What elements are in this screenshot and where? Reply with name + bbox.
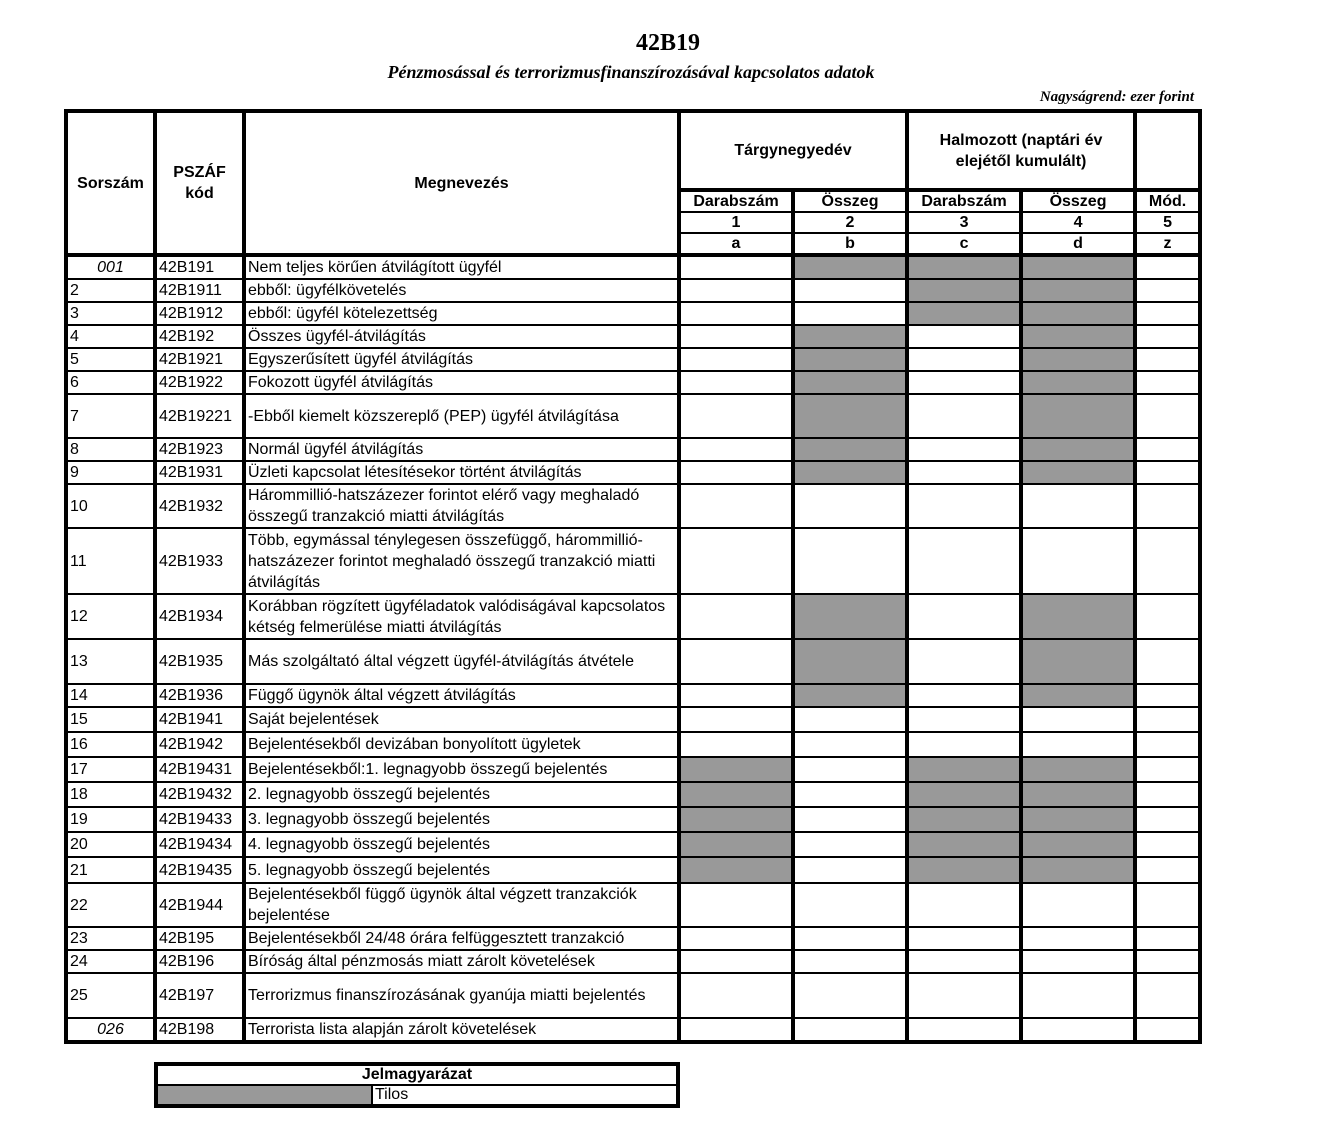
row-sorszam: 21: [66, 857, 155, 883]
forbidden-cell-c: [907, 782, 1021, 807]
table-body: [66, 255, 1200, 1042]
forbidden-cell-d: [1021, 255, 1135, 279]
row-sorszam: 22: [66, 883, 155, 927]
row-sorszam: 17: [66, 757, 155, 782]
row-name: 3. legnagyobb összegű bejelentés: [244, 807, 679, 832]
forbidden-cell-c: [907, 857, 1021, 883]
value-cell-c[interactable]: [907, 461, 1021, 484]
table-row: [66, 484, 1200, 528]
value-cell-a[interactable]: [679, 325, 793, 348]
value-cell-a[interactable]: [679, 528, 793, 594]
forbidden-cell-b: [793, 684, 907, 707]
value-cell-c[interactable]: [907, 594, 1021, 639]
value-cell-c[interactable]: [907, 950, 1021, 973]
row-pszaf-code: 42B1941: [155, 707, 244, 732]
row-name: Saját bejelentések: [244, 707, 679, 732]
value-cell-c[interactable]: [907, 528, 1021, 594]
forbidden-cell-b: [793, 255, 907, 279]
value-cell-a[interactable]: [679, 438, 793, 461]
value-cell-a[interactable]: [679, 639, 793, 684]
value-cell-z[interactable]: [1135, 484, 1200, 528]
row-name: 4. legnagyobb összegű bejelentés: [244, 832, 679, 857]
forbidden-cell-c: [907, 757, 1021, 782]
value-cell-a[interactable]: [679, 279, 793, 302]
value-cell-a[interactable]: [679, 927, 793, 950]
forbidden-cell-d: [1021, 684, 1135, 707]
row-pszaf-code: 42B1944: [155, 883, 244, 927]
value-cell-z[interactable]: [1135, 371, 1200, 394]
row-name: Üzleti kapcsolat létesítésekor történt átvilágítás: [244, 461, 679, 484]
forbidden-cell-b: [793, 594, 907, 639]
col-letter-a: a: [679, 233, 793, 255]
value-cell-c[interactable]: [907, 1018, 1021, 1042]
value-cell-b[interactable]: [793, 1018, 907, 1042]
forbidden-cell-b: [793, 394, 907, 438]
row-pszaf-code: 42B1921: [155, 348, 244, 371]
data-table: [64, 109, 1202, 1044]
table-row: [66, 394, 1200, 438]
header-halmozott: Halmozott (naptári év elejétől kumulált): [907, 111, 1135, 190]
value-cell-c[interactable]: [907, 394, 1021, 438]
row-sorszam: 18: [66, 782, 155, 807]
value-cell-b[interactable]: [793, 950, 907, 973]
value-cell-c[interactable]: [907, 371, 1021, 394]
forbidden-cell-a: [679, 857, 793, 883]
row-pszaf-code: 42B1935: [155, 639, 244, 684]
value-cell-c[interactable]: [907, 348, 1021, 371]
value-cell-z[interactable]: [1135, 973, 1200, 1018]
row-pszaf-code: 42B1923: [155, 438, 244, 461]
forbidden-cell-d: [1021, 807, 1135, 832]
forbidden-cell-d: [1021, 394, 1135, 438]
forbidden-cell-b: [793, 639, 907, 684]
forbidden-cell-a: [679, 832, 793, 857]
value-cell-z[interactable]: [1135, 927, 1200, 950]
row-pszaf-code: 42B1911: [155, 279, 244, 302]
col-letter-z: z: [1135, 233, 1200, 255]
row-sorszam: 23: [66, 927, 155, 950]
value-cell-a[interactable]: [679, 394, 793, 438]
table-row: [66, 528, 1200, 594]
value-cell-z[interactable]: [1135, 883, 1200, 927]
legend-tilos-label: Tilos: [372, 1085, 678, 1106]
value-cell-d[interactable]: [1021, 927, 1135, 950]
row-name: Más szolgáltató által végzett ügyfél-átvilágítás átvétele: [244, 639, 679, 684]
table-row: [66, 1018, 1200, 1042]
row-pszaf-code: 42B196: [155, 950, 244, 973]
table-row: [66, 732, 1200, 757]
value-cell-z[interactable]: [1135, 279, 1200, 302]
value-cell-z[interactable]: [1135, 639, 1200, 684]
row-sorszam: 001: [66, 255, 155, 279]
row-pszaf-code: 42B1934: [155, 594, 244, 639]
col-num-1: 1: [679, 212, 793, 233]
value-cell-z[interactable]: [1135, 348, 1200, 371]
value-cell-b[interactable]: [793, 857, 907, 883]
value-cell-a[interactable]: [679, 684, 793, 707]
forbidden-cell-d: [1021, 782, 1135, 807]
value-cell-c[interactable]: [907, 707, 1021, 732]
value-cell-z[interactable]: [1135, 757, 1200, 782]
row-sorszam: 14: [66, 684, 155, 707]
forbidden-cell-b: [793, 438, 907, 461]
forbidden-cell-d: [1021, 302, 1135, 325]
value-cell-a[interactable]: [679, 594, 793, 639]
row-sorszam: 16: [66, 732, 155, 757]
value-cell-b[interactable]: [793, 302, 907, 325]
legend-gray-swatch: [156, 1085, 372, 1106]
forbidden-cell-d: [1021, 279, 1135, 302]
value-cell-c[interactable]: [907, 973, 1021, 1018]
col-letter-c: c: [907, 233, 1021, 255]
value-cell-c[interactable]: [907, 732, 1021, 757]
row-pszaf-code: 42B1922: [155, 371, 244, 394]
row-name: Összes ügyfél-átvilágítás: [244, 325, 679, 348]
row-sorszam: 12: [66, 594, 155, 639]
row-pszaf-code: 42B19433: [155, 807, 244, 832]
table-row: [66, 782, 1200, 807]
row-sorszam: 24: [66, 950, 155, 973]
value-cell-a[interactable]: [679, 707, 793, 732]
value-cell-c[interactable]: [907, 684, 1021, 707]
value-cell-b[interactable]: [793, 883, 907, 927]
row-name: Hárommillió-hatszázezer forintot elérő vagy meghaladó összegű tranzakció miatti átvilágítás: [244, 484, 679, 528]
table-row: [66, 461, 1200, 484]
form-subtitle: Pénzmosással és terrorizmusfinanszírozásával kapcsolatos adatok: [387, 62, 875, 82]
header-megnevezes: Megnevezés: [244, 111, 679, 255]
row-pszaf-code: 42B19434: [155, 832, 244, 857]
table-row: [66, 594, 1200, 639]
row-sorszam: 25: [66, 973, 155, 1018]
value-cell-b[interactable]: [793, 757, 907, 782]
value-cell-z[interactable]: [1135, 807, 1200, 832]
row-name: Terrorizmus finanszírozásának gyanúja miatti bejelentés: [244, 973, 679, 1018]
header-targynegyedev: Tárgynegyedév: [679, 111, 907, 190]
row-name: Nem teljes körűen átvilágított ügyfél: [244, 255, 679, 279]
row-sorszam: 026: [66, 1018, 155, 1042]
value-cell-d[interactable]: [1021, 950, 1135, 973]
header-osszeg-2: Összeg: [793, 190, 907, 212]
col-num-5: 5: [1135, 212, 1200, 233]
col-letter-d: d: [1021, 233, 1135, 255]
value-cell-d[interactable]: [1021, 707, 1135, 732]
value-cell-z[interactable]: [1135, 950, 1200, 973]
table-row: [66, 973, 1200, 1018]
value-cell-a[interactable]: [679, 1018, 793, 1042]
forbidden-cell-b: [793, 348, 907, 371]
row-pszaf-code: 42B19221: [155, 394, 244, 438]
value-cell-a[interactable]: [679, 371, 793, 394]
table-row: [66, 639, 1200, 684]
value-cell-a[interactable]: [679, 973, 793, 1018]
row-pszaf-code: 42B1942: [155, 732, 244, 757]
row-sorszam: 6: [66, 371, 155, 394]
row-name: Függő ügynök által végzett átvilágítás: [244, 684, 679, 707]
value-cell-z[interactable]: [1135, 707, 1200, 732]
value-cell-d[interactable]: [1021, 973, 1135, 1018]
forbidden-cell-c: [907, 832, 1021, 857]
value-cell-z[interactable]: [1135, 302, 1200, 325]
col-letter-b: b: [793, 233, 907, 255]
row-sorszam: 9: [66, 461, 155, 484]
table-row: [66, 950, 1200, 973]
table-row: [66, 927, 1200, 950]
table-row: [66, 438, 1200, 461]
forbidden-cell-d: [1021, 757, 1135, 782]
header-darabszam-3: Darabszám: [907, 190, 1021, 212]
row-pszaf-code: 42B19431: [155, 757, 244, 782]
table-row: [66, 757, 1200, 782]
row-name: Több, egymással ténylegesen összefüggő, hárommillió-hatszázezer forintot meghaladó összegű tranzakció miatti átvilágítás: [244, 528, 679, 594]
value-cell-a[interactable]: [679, 255, 793, 279]
row-sorszam: 15: [66, 707, 155, 732]
value-cell-b[interactable]: [793, 782, 907, 807]
row-sorszam: 3: [66, 302, 155, 325]
row-sorszam: 8: [66, 438, 155, 461]
header-darabszam-1: Darabszám: [679, 190, 793, 212]
value-cell-a[interactable]: [679, 461, 793, 484]
value-cell-a[interactable]: [679, 348, 793, 371]
row-sorszam: 2: [66, 279, 155, 302]
row-sorszam: 5: [66, 348, 155, 371]
row-pszaf-code: 42B1932: [155, 484, 244, 528]
value-cell-z[interactable]: [1135, 325, 1200, 348]
row-pszaf-code: 42B19435: [155, 857, 244, 883]
value-cell-c[interactable]: [907, 484, 1021, 528]
header-pszaf-kod: PSZÁF kód: [155, 111, 244, 255]
table-row: [66, 371, 1200, 394]
forbidden-cell-c: [907, 279, 1021, 302]
row-pszaf-code: 42B1933: [155, 528, 244, 594]
row-name: ebből: ügyfél kötelezettség: [244, 302, 679, 325]
header-mod: Mód.: [1135, 190, 1200, 212]
table-row: [66, 807, 1200, 832]
table-row: [66, 348, 1200, 371]
forbidden-cell-c: [907, 807, 1021, 832]
table-row: [66, 302, 1200, 325]
value-cell-b[interactable]: [793, 807, 907, 832]
forbidden-cell-d: [1021, 438, 1135, 461]
value-cell-b[interactable]: [793, 732, 907, 757]
value-cell-c[interactable]: [907, 325, 1021, 348]
value-cell-z[interactable]: [1135, 832, 1200, 857]
value-cell-d[interactable]: [1021, 732, 1135, 757]
value-cell-c[interactable]: [907, 438, 1021, 461]
forbidden-cell-d: [1021, 594, 1135, 639]
row-pszaf-code: 42B192: [155, 325, 244, 348]
forbidden-cell-b: [793, 325, 907, 348]
forbidden-cell-a: [679, 807, 793, 832]
table-row: [66, 684, 1200, 707]
forbidden-cell-c: [907, 302, 1021, 325]
forbidden-cell-d: [1021, 325, 1135, 348]
row-name: Normál ügyfél átvilágítás: [244, 438, 679, 461]
value-cell-z[interactable]: [1135, 732, 1200, 757]
legend-title: Jelmagyarázat: [156, 1064, 678, 1085]
value-cell-d[interactable]: [1021, 528, 1135, 594]
value-cell-z[interactable]: [1135, 857, 1200, 883]
form-code-title: 42B19: [635, 30, 700, 56]
value-cell-a[interactable]: [679, 302, 793, 325]
forbidden-cell-b: [793, 461, 907, 484]
value-cell-b[interactable]: [793, 707, 907, 732]
value-cell-a[interactable]: [679, 484, 793, 528]
row-name: Bejelentésekből függő ügynök által végzett tranzakciók bejelentése: [244, 883, 679, 927]
row-sorszam: 13: [66, 639, 155, 684]
row-name: Terrorista lista alapján zárolt követelések: [244, 1018, 679, 1042]
forbidden-cell-a: [679, 782, 793, 807]
value-cell-d[interactable]: [1021, 883, 1135, 927]
value-cell-z[interactable]: [1135, 782, 1200, 807]
col-num-3: 3: [907, 212, 1021, 233]
forbidden-cell-d: [1021, 832, 1135, 857]
value-cell-z[interactable]: [1135, 255, 1200, 279]
row-pszaf-code: 42B197: [155, 973, 244, 1018]
value-cell-d[interactable]: [1021, 1018, 1135, 1042]
row-pszaf-code: 42B191: [155, 255, 244, 279]
row-name: Fokozott ügyfél átvilágítás: [244, 371, 679, 394]
value-cell-z[interactable]: [1135, 684, 1200, 707]
table-row: [66, 279, 1200, 302]
value-cell-b[interactable]: [793, 927, 907, 950]
row-pszaf-code: 42B1912: [155, 302, 244, 325]
forbidden-cell-d: [1021, 461, 1135, 484]
row-pszaf-code: 42B198: [155, 1018, 244, 1042]
forbidden-cell-d: [1021, 371, 1135, 394]
row-pszaf-code: 42B1936: [155, 684, 244, 707]
forbidden-cell-d: [1021, 857, 1135, 883]
row-sorszam: 7: [66, 394, 155, 438]
header-sorszam: Sorszám: [66, 111, 155, 255]
value-cell-b[interactable]: [793, 528, 907, 594]
table-row: [66, 832, 1200, 857]
value-cell-b[interactable]: [793, 279, 907, 302]
col-num-4: 4: [1021, 212, 1135, 233]
legend: [154, 1062, 680, 1108]
row-name: Bejelentésekből:1. legnagyobb összegű bejelentés: [244, 757, 679, 782]
value-cell-z[interactable]: [1135, 594, 1200, 639]
table-row: [66, 255, 1200, 279]
value-cell-a[interactable]: [679, 732, 793, 757]
row-pszaf-code: 42B195: [155, 927, 244, 950]
row-name: Korábban rögzített ügyféladatok valódiságával kapcsolatos kétség felmerülése miatti átvilágítás: [244, 594, 679, 639]
row-name: 5. legnagyobb összegű bejelentés: [244, 857, 679, 883]
row-sorszam: 19: [66, 807, 155, 832]
value-cell-d[interactable]: [1021, 484, 1135, 528]
value-cell-z[interactable]: [1135, 528, 1200, 594]
row-pszaf-code: 42B1931: [155, 461, 244, 484]
row-sorszam: 11: [66, 528, 155, 594]
value-cell-b[interactable]: [793, 973, 907, 1018]
unit-note: Nagyságrend: ezer forint: [1039, 89, 1194, 105]
value-cell-a[interactable]: [679, 883, 793, 927]
row-sorszam: 4: [66, 325, 155, 348]
row-sorszam: 10: [66, 484, 155, 528]
forbidden-cell-c: [907, 255, 1021, 279]
value-cell-z[interactable]: [1135, 1018, 1200, 1042]
row-name: -Ebből kiemelt közszereplő (PEP) ügyfél átvilágítása: [244, 394, 679, 438]
col-num-2: 2: [793, 212, 907, 233]
value-cell-b[interactable]: [793, 484, 907, 528]
header-mod-top: [1135, 111, 1200, 190]
row-name: ebből: ügyfélkövetelés: [244, 279, 679, 302]
table-row: [66, 883, 1200, 927]
value-cell-a[interactable]: [679, 950, 793, 973]
forbidden-cell-d: [1021, 639, 1135, 684]
value-cell-b[interactable]: [793, 832, 907, 857]
table-row: [66, 325, 1200, 348]
value-cell-z[interactable]: [1135, 394, 1200, 438]
row-name: Bíróság által pénzmosás miatt zárolt követelések: [244, 950, 679, 973]
forbidden-cell-a: [679, 757, 793, 782]
table-row: [66, 857, 1200, 883]
value-cell-c[interactable]: [907, 883, 1021, 927]
value-cell-z[interactable]: [1135, 461, 1200, 484]
row-name: Bejelentésekből 24/48 órára felfüggesztett tranzakció: [244, 927, 679, 950]
row-name: Bejelentésekből devizában bonyolított ügyletek: [244, 732, 679, 757]
row-sorszam: 20: [66, 832, 155, 857]
forbidden-cell-d: [1021, 348, 1135, 371]
value-cell-z[interactable]: [1135, 438, 1200, 461]
row-pszaf-code: 42B19432: [155, 782, 244, 807]
row-name: 2. legnagyobb összegű bejelentés: [244, 782, 679, 807]
forbidden-cell-b: [793, 371, 907, 394]
header-osszeg-4: Összeg: [1021, 190, 1135, 212]
row-name: Egyszerűsített ügyfél átvilágítás: [244, 348, 679, 371]
table-row: [66, 707, 1200, 732]
value-cell-c[interactable]: [907, 927, 1021, 950]
value-cell-c[interactable]: [907, 639, 1021, 684]
